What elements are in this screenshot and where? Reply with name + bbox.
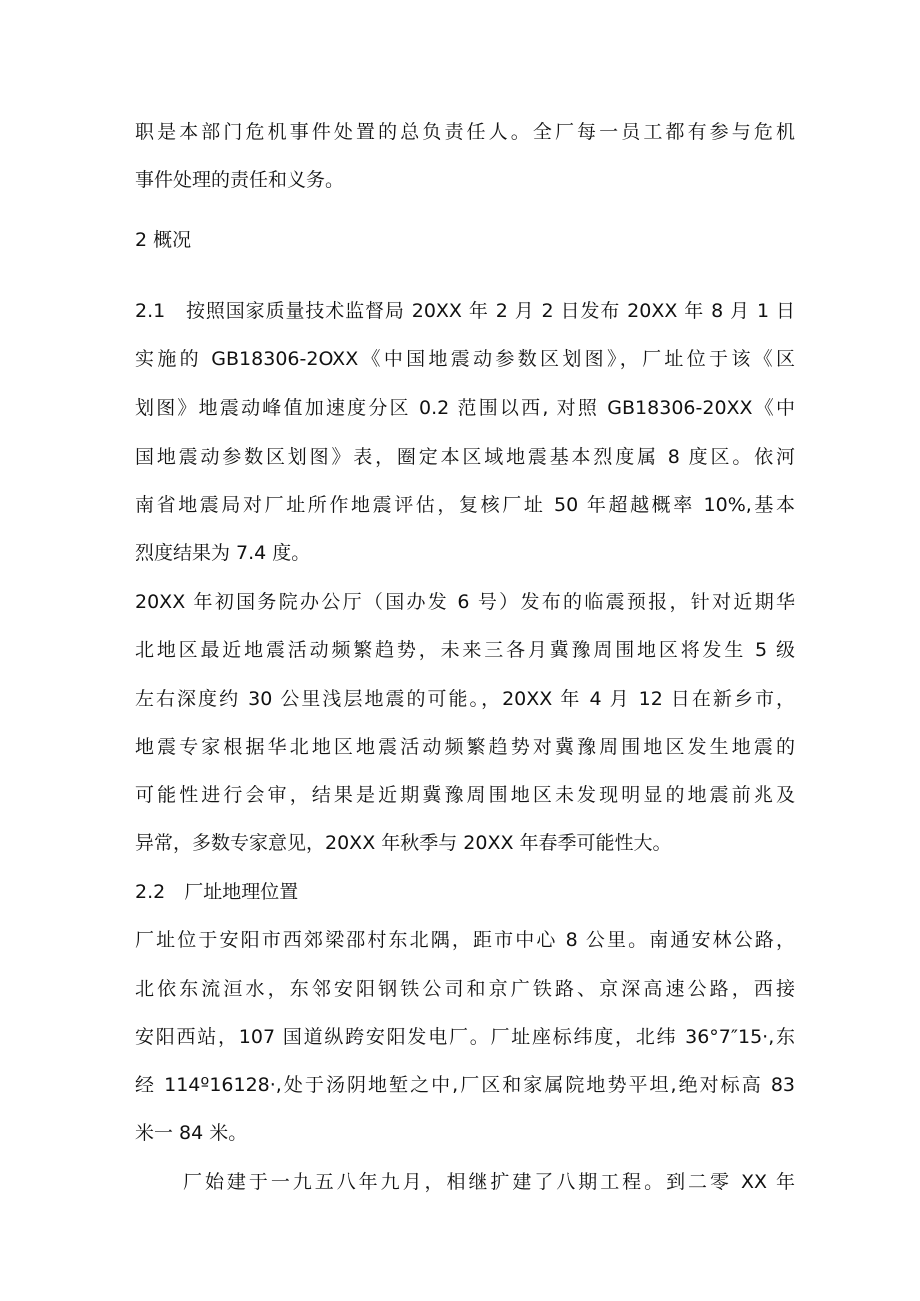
text-line: 北地区最近地震活动频繁趋势，未来三各月冀豫周围地区将发生 5 级 xyxy=(135,639,795,661)
text-line: 地震专家根据华北地区地震活动频繁趋势对冀豫周围地区发生地震的 xyxy=(135,736,795,758)
text-line: 左右深度约 30 公里浅层地震的可能。，20XX 年 4 月 12 日在新乡市， xyxy=(135,688,795,710)
text-line: 可能性进行会审，结果是近期冀豫周围地区未发现明显的地震前兆及 xyxy=(135,784,795,806)
text-line: 北依东流洹水，东邻安阳钢铁公司和京广铁路、京深高速公路，西接 xyxy=(135,978,795,1000)
section-heading: 2 概况 xyxy=(135,229,192,251)
text-line: 厂址位于安阳市西郊梁邵村东北隅，距市中心 8 公里。南通安林公路， xyxy=(135,929,795,951)
text-line: 烈度结果为 7.4 度。 xyxy=(135,542,311,564)
text-line: 20XX 年初国务院办公厅（国办发 6 号）发布的临震预报，针对近期华 xyxy=(135,591,795,613)
text-line: 划图》地震动峰值加速度分区 0.2 范围以西, 对照 GB18306-20XX《中 xyxy=(135,397,795,419)
text-line: 国地震动参数区划图》表，圈定本区域地震基本烈度属 8 度区。依河 xyxy=(135,446,795,468)
text-line: 南省地震局对厂址所作地震评估，复核厂址 50 年超越概率 10%,基本 xyxy=(135,494,795,516)
text-line: 安阳西站，107 国道纵跨安阳发电厂。厂址座标纬度，北纬 36°7″15·,东 xyxy=(135,1026,795,1048)
text-line: 经 114º16128·,处于汤阴地堑之中,厂区和家属院地势平坦,绝对标高 83 xyxy=(135,1074,795,1096)
text-line: 米一 84 米。 xyxy=(135,1122,248,1144)
text-line: 实施的 GB18306-2OXX《中国地震动参数区划图》，厂址位于该《区 xyxy=(135,348,795,370)
text-line: 职是本部门危机事件处置的总负责任人。全厂每一员工都有参与危机 xyxy=(135,121,795,143)
text-line: 2.1 按照国家质量技术监督局 20XX 年 2 月 2 日发布 20XX 年 8 月 1 日 xyxy=(135,300,795,322)
text-line: 厂始建于一九五八年九月，相继扩建了八期工程。到二零 XX 年 xyxy=(183,1171,795,1193)
text-line: 事件处理的责任和义务。 xyxy=(135,169,345,191)
text-line: 异常，多数专家意见，20XX 年秋季与 20XX 年春季可能性大。 xyxy=(135,832,672,854)
section-heading: 2.2 厂址地理位置 xyxy=(135,881,299,903)
